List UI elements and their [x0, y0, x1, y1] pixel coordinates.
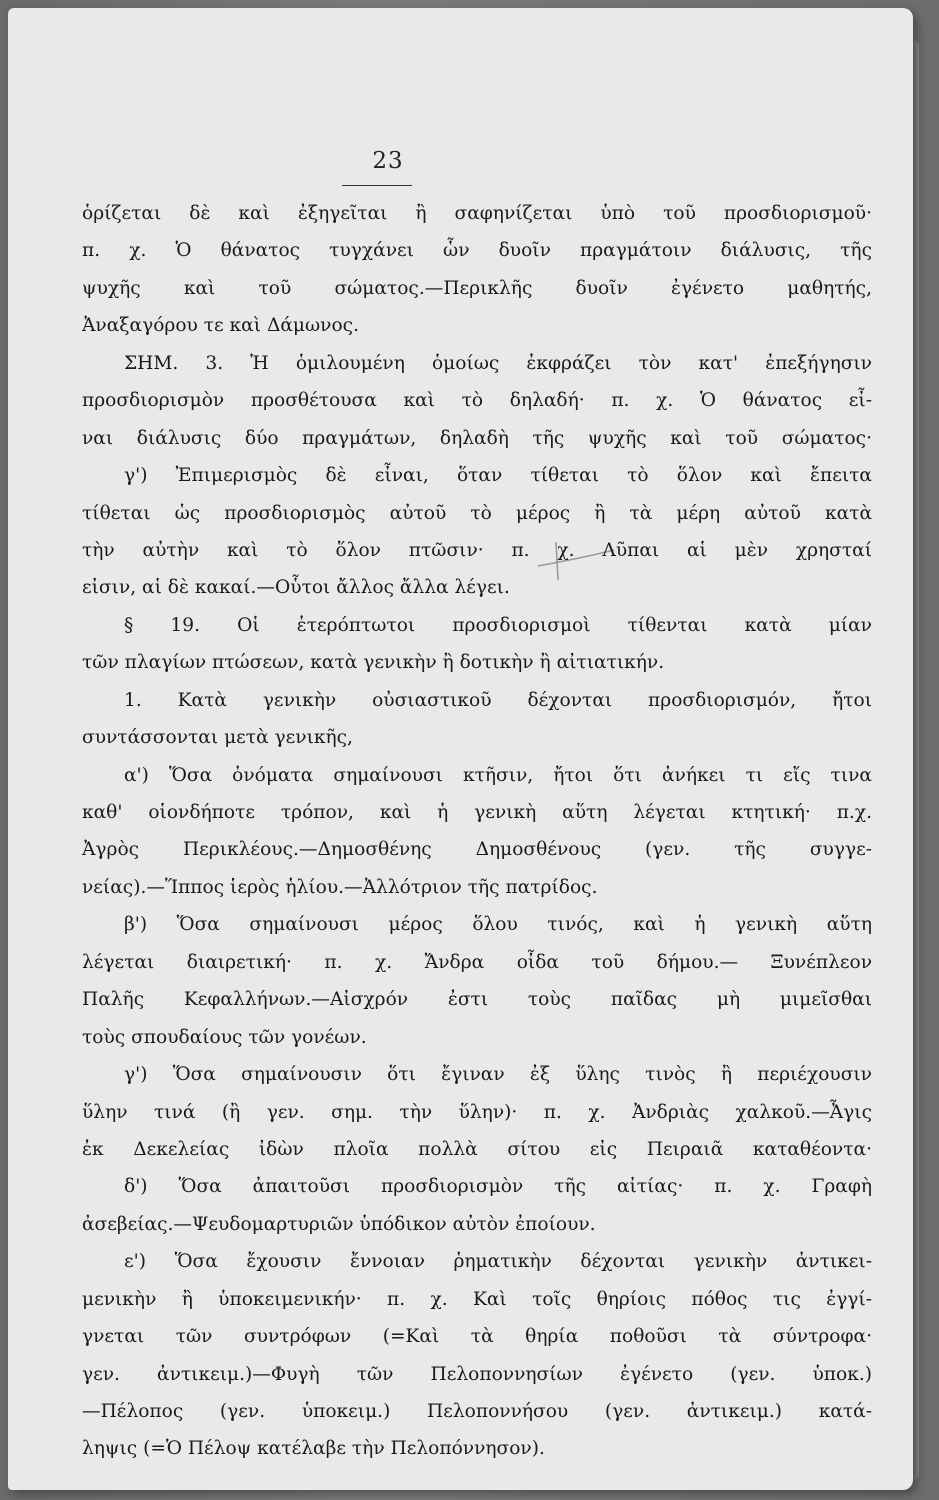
section-heading-line: § 19. Οἱ ἑτερόπτωτοι προσδιορισμοὶ τίθενται κατὰ μίαν: [124, 614, 872, 636]
text-line: ὁρίζεται δὲ καὶ ἐξηγεῖται ἢ σαφηνίζεται ὑπὸ τοῦ προσδιορισμοῦ·: [82, 203, 872, 224]
text-line: μενικὴν ἢ ὑποκειμενικήν· π. χ. Καὶ τοῖς θηρίοις πόθος τις ἐγγί-: [82, 1288, 872, 1310]
text-line: τὴν αὐτὴν καὶ τὸ ὅλον πτῶσιν· π. χ. Λῦπαι αἱ μὲν χρησταί: [82, 539, 872, 561]
text-line: προσδιορισμὸν προσθέτουσα καὶ τὸ δηλαδή· π. χ. Ὁ θάνατος εἶ-: [82, 390, 872, 412]
text-line: ὕλην τινά (ἢ γεν. σημ. τὴν ὕλην)· π. χ. Ἀνδριὰς χαλκοῦ.—Ἆγις: [82, 1101, 872, 1123]
text-line: π. χ. Ὁ θάνατος τυγχάνει ὧν δυοῖν πραγμάτοιν διάλυσις, τῆς: [82, 240, 872, 262]
text-line: τοὺς σπουδαίους τῶν γονέων.: [82, 1026, 367, 1048]
text-line: —Πέλοπος (γεν. ὑποκειμ.) Πελοποννήσου (γεν. ἀντικειμ.) κατά-: [82, 1401, 872, 1422]
text-line: ἐκ Δεκελείας ἰδὼν πλοῖα πολλὰ σίτου εἰς Πειραιᾶ καταθέοντα·: [82, 1138, 872, 1160]
text-line: Ἀναξαγόρου τε καὶ Δάμωνος.: [82, 315, 359, 337]
text-line: ψυχῆς καὶ τοῦ σώματος.—Περικλῆς δυοῖν ἐγένετο μαθητής,: [82, 277, 872, 299]
text-line: τίθεται ὡς προσδιορισμὸς αὐτοῦ τὸ μέρος ἢ τὰ μέρη αὐτοῦ κατὰ: [82, 502, 872, 524]
page-number-rule: [342, 185, 412, 186]
text-line: λέγεται διαιρετική· π. χ. Ἄνδρα οἶδα τοῦ δήμου.— Ξυνέπλεον: [82, 951, 872, 973]
text-line: συντάσσονται μετὰ γενικῆς,: [82, 727, 353, 749]
text-line: γεν. ἀντικειμ.)—Φυγὴ τῶν Πελοποννησίων ἐγένετο (γεν. ὑποκ.): [82, 1363, 872, 1385]
text-line: γ') Ὅσα σημαίνουσιν ὅτι ἔγιναν ἐξ ὕλης τινὸς ἢ περιέχουσιν: [124, 1064, 872, 1086]
text-line: β') Ὅσα σημαίνουσι μέρος ὅλου τινός, καὶ ἡ γενικὴ αὕτη: [124, 914, 872, 936]
text-line: 1. Κατὰ γενικὴν οὐσιαστικοῦ δέχονται προσδιορισμόν, ἤτοι: [124, 689, 872, 711]
text-line: Ἀγρὸς Περικλέους.—Δημοσθένης Δημοσθένους (γεν. τῆς συγγε-: [82, 839, 872, 861]
text-line: Παλῆς Κεφαλλήνων.—Αἰσχρόν ἐστι τοὺς παῖδας μὴ μιμεῖσθαι: [82, 989, 872, 1011]
text-line: δ') Ὅσα ἀπαιτοῦσι προσδιορισμὸν τῆς αἰτίας· π. χ. Γραφὴ: [124, 1176, 872, 1198]
page-number: 23: [372, 148, 404, 174]
text-line: γνεται τῶν συντρόφων (=Καὶ τὰ θηρία ποθοῦσι τὰ σύντροφα·: [82, 1326, 872, 1348]
text-line: τῶν πλαγίων πτώσεων, κατὰ γενικὴν ἢ δοτικὴν ἢ αἰτιατικήν.: [82, 652, 665, 674]
text-line: καθ' οἱονδήποτε τρόπον, καὶ ἡ γενικὴ αὕτη λέγεται κτητική· π.χ.: [82, 802, 872, 823]
body-text: [82, 195, 872, 1468]
text-line: ε') Ὅσα ἔχουσιν ἔννοιαν ῥηματικὴν δέχονται γενικὴν ἀντικει-: [124, 1251, 872, 1273]
text-line: νείας).—Ἵππος ἱερὸς ἡλίου.—Ἀλλότριον τῆς πατρίδος.: [82, 876, 598, 898]
text-line: ναι διάλυσις δύο πραγμάτων, δηλαδὴ τῆς ψυχῆς καὶ τοῦ σώματος·: [82, 427, 872, 449]
book-page: [8, 8, 913, 1490]
text-line: ληψις (=Ὁ Πέλοψ κατέλαβε τὴν Πελοπόννησον).: [82, 1438, 545, 1460]
text-line: γ') Ἐπιμερισμὸς δὲ εἶναι, ὅταν τίθεται τὸ ὅλον καὶ ἔπειτα: [124, 465, 872, 487]
text-line: α') Ὅσα ὀνόματα σημαίνουσι κτῆσιν, ἤτοι ὅτι ἀνήκει τι εἴς τινα: [124, 764, 872, 786]
text-line: ΣΗΜ. 3. Ἡ ὁμιλουμένη ὁμοίως ἐκφράζει τὸν κατ' ἐπεξήγησιν: [124, 352, 872, 374]
text-line: εἰσιν, αἱ δὲ κακαί.—Οὗτοι ἄλλος ἄλλα λέγει.: [82, 577, 510, 599]
text-line: ἀσεβείας.—Ψευδομαρτυριῶν ὑπόδικον αὐτὸν ἐποίουν.: [82, 1213, 596, 1235]
